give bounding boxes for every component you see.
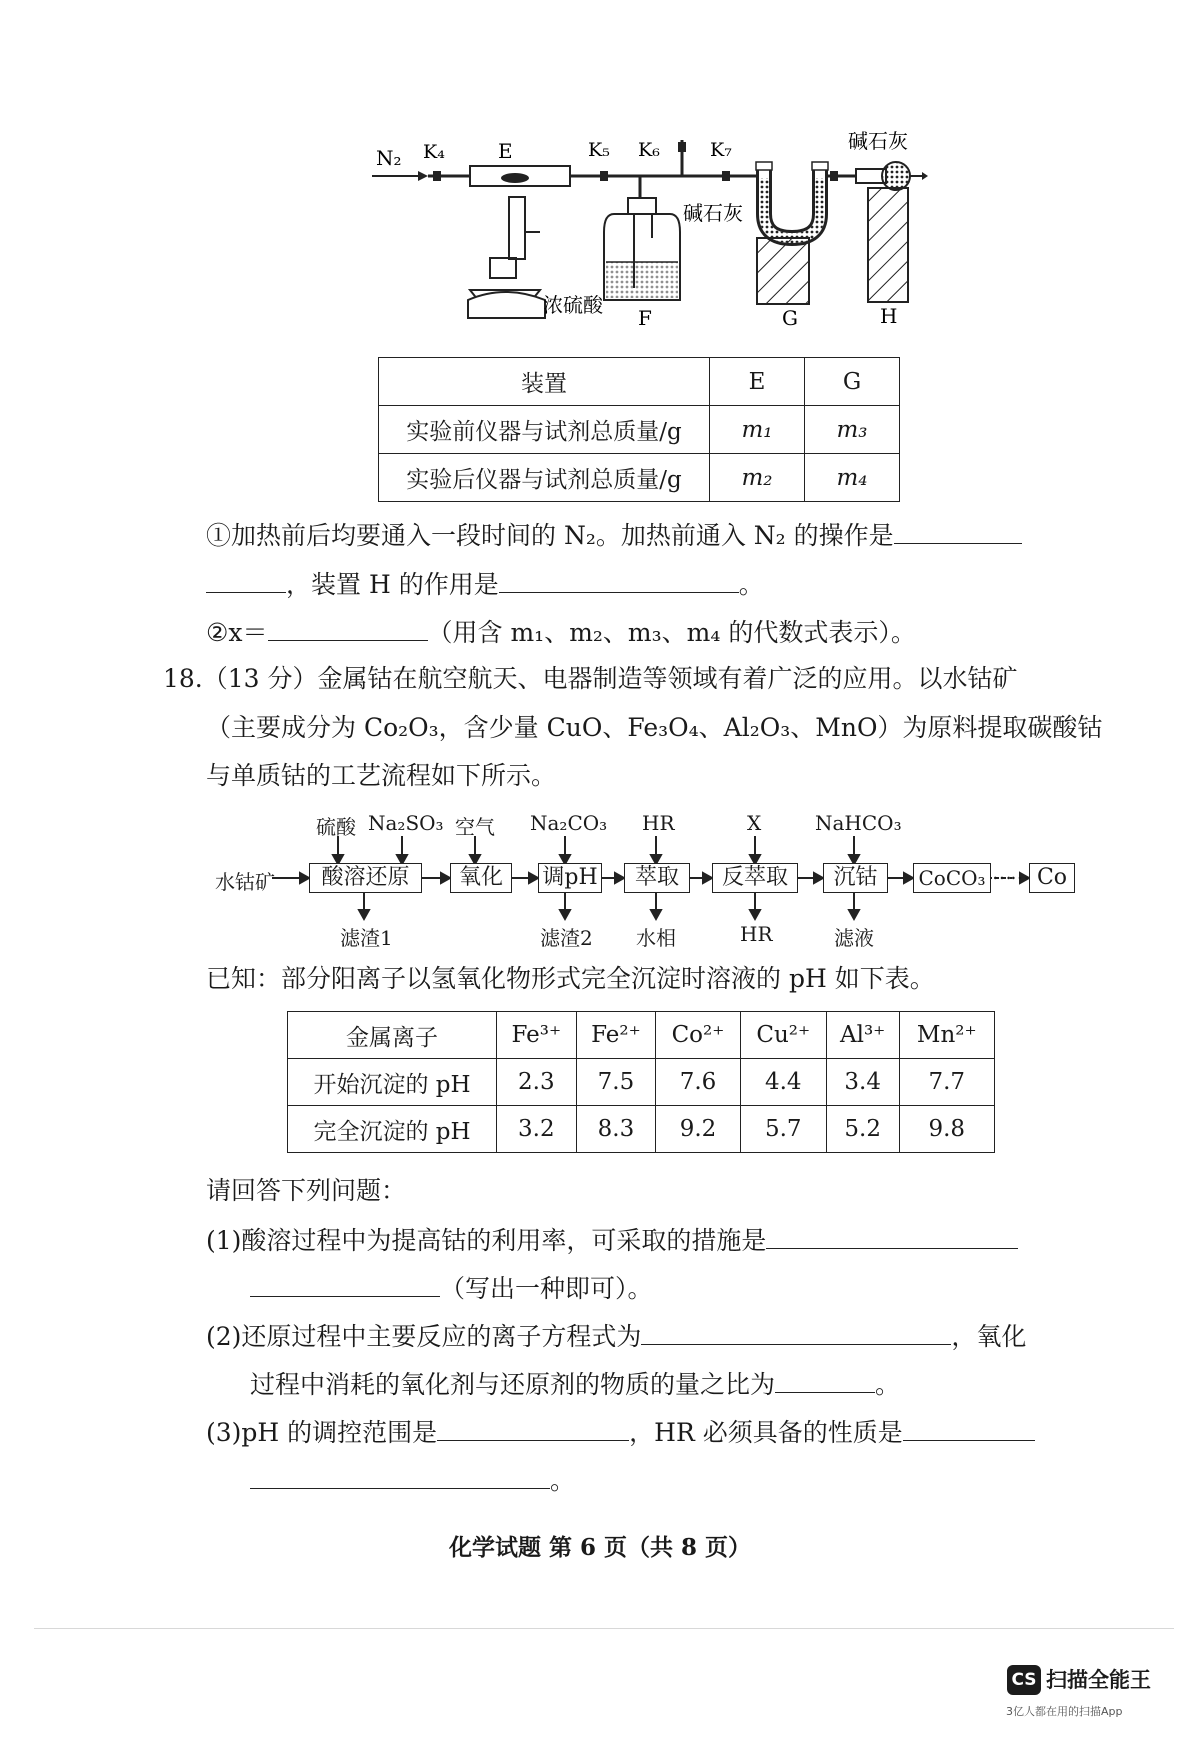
flow-input-sodium-sulfite: Na₂SO₃ [368,811,444,835]
flow-box-extraction: 萃取 [624,863,690,893]
apparatus-diagram [0,0,1200,340]
ph-table-cell: 8.3 [576,1106,656,1153]
flow-output-aqueous-phase: 水相 [636,926,676,950]
ph-table-cell: 开始沉淀的 pH [288,1059,497,1106]
flow-input-x: X [747,811,762,835]
valve-k6 [678,142,686,152]
stand-g [757,238,809,304]
questions-prompt: 请回答下列问题： [206,1176,407,1205]
scanner-app-name: 扫描全能王 [1046,1668,1151,1692]
flow-box-adjust-ph: 调pH [538,863,602,893]
valve-k4 [433,171,441,181]
label-soda-lime-g: 碱石灰 [683,201,743,225]
ph-table-header: Al³⁺ [826,1012,899,1059]
mass-table-header: G [805,358,900,406]
answer-blank[interactable] [775,1366,875,1393]
label-k6: K₆ [638,139,660,161]
mass-table-cell: m₂ [710,454,805,502]
ph-table-header: Fe²⁺ [576,1012,656,1059]
q18-sub2-line1: (2)还原过程中主要反应的离子方程式为 ，氧化 [206,1318,1026,1354]
q18-sub1-line1: (1)酸溶过程中为提高钴的利用率，可采取的措施是 [206,1222,1018,1258]
mass-table-header: 装置 [379,358,710,406]
label-k7: K₇ [710,139,732,161]
label-h: H [880,304,898,328]
mass-table-cell: m₄ [805,454,900,502]
mass-table-header: E [710,358,805,406]
q18-intro-line3: 与单质钴的工艺流程如下所示。 [206,761,557,790]
flow-box-acid-reduction: 酸溶还原 [309,863,422,893]
ph-table-cell: 7.6 [656,1059,741,1106]
flow-box-precipitate-cobalt: 沉钴 [823,863,888,893]
label-f: F [638,306,652,330]
flow-input-air: 空气 [455,815,495,839]
flow-output-hr: HR [740,922,773,946]
label-soda-lime-h: 碱石灰 [848,129,908,153]
flow-start-label: 水钴矿 [215,870,275,894]
mass-table [378,357,900,502]
mass-table-cell: m₁ [710,406,805,454]
q18-sub1-line2: （写出一种即可）。 [250,1270,653,1306]
answer-blank[interactable] [206,566,286,593]
flow-input-sodium-bicarbonate: NaHCO₃ [815,811,902,835]
stand-h [868,188,908,302]
mass-table-cell: 实验前仪器与试剂总质量/g [379,406,710,454]
label-e: E [498,139,513,163]
flow-input-hr: HR [642,811,675,835]
mass-table-cell: 实验后仪器与试剂总质量/g [379,454,710,502]
scanner-logo: CS [1007,1665,1041,1695]
mass-table-cell: m₃ [805,406,900,454]
flow-box-oxidation: 氧化 [450,863,512,893]
label-k5: K₅ [588,139,610,161]
ph-table-cell: 3.4 [826,1059,899,1106]
ph-table-header: Fe³⁺ [497,1012,577,1059]
valve-k5 [600,171,608,181]
q17-part1-line1: ①加热前后均要通入一段时间的 N₂。加热前通入 N₂ 的操作是 [206,517,1022,553]
ph-table-header: 金属离子 [288,1012,497,1059]
q17-part1-line2: ，装置 H 的作用是 。 [206,566,764,602]
ph-table-cell: 3.2 [497,1106,577,1153]
ph-table-header: Mn²⁺ [899,1012,994,1059]
scan-edge-line [34,1628,1174,1629]
ph-table [287,1011,995,1153]
ph-table-cell: 5.7 [740,1106,826,1153]
ph-table-cell: 完全沉淀的 pH [288,1106,497,1153]
scanner-tagline: 3亿人都在用的扫描App [1006,1705,1123,1718]
flow-box-cobalt: Co [1029,863,1075,893]
known-statement: 已知：部分阳离子以氢氧化物形式完全沉淀时溶液的 pH 如下表。 [206,964,935,993]
q18-sub3-line1: (3)pH 的调控范围是 ，HR 必须具备的性质是 [206,1414,1035,1450]
flow-output-filtrate: 滤液 [834,926,874,950]
page-footer: 化学试题 第 6 页（共 8 页） [448,1534,752,1561]
ph-table-cell: 7.7 [899,1059,994,1106]
label-conc-h2so4: 浓硫酸 [543,293,603,317]
answer-blank[interactable] [641,1318,951,1345]
answer-blank[interactable] [437,1414,629,1441]
q18-sub2-line2: 过程中消耗的氧化剂与还原剂的物质的量之比为 。 [250,1366,900,1402]
answer-blank[interactable] [250,1270,440,1297]
q18-intro-line2: （主要成分为 Co₂O₃，含少量 CuO、Fe₃O₄、Al₂O₃、MnO）为原料提取碳酸钴 [206,713,1103,742]
flow-box-back-extraction: 反萃取 [712,863,798,893]
drying-tube-h [882,162,910,190]
answer-blank[interactable] [766,1222,1018,1249]
flow-dots: …… [992,860,1028,884]
answer-blank[interactable] [903,1414,1035,1441]
q18-sub3-line2: 。 [250,1462,575,1498]
flow-output-residue2: 滤渣2 [540,926,593,950]
ph-table-cell: 7.5 [576,1059,656,1106]
flow-box-cobalt-carbonate: CoCO₃ [913,863,991,893]
label-n2: N₂ [376,146,402,170]
label-g: G [782,306,798,330]
ph-table-cell: 5.2 [826,1106,899,1153]
ph-table-cell: 9.2 [656,1106,741,1153]
answer-blank[interactable] [894,517,1022,544]
ph-table-header: Co²⁺ [656,1012,741,1059]
flow-input-sodium-carbonate: Na₂CO₃ [530,811,608,835]
ph-table-cell: 2.3 [497,1059,577,1106]
flow-output-residue1: 滤渣1 [340,926,393,950]
label-k4: K₄ [423,141,445,163]
ph-table-cell: 4.4 [740,1059,826,1106]
answer-blank[interactable] [268,614,428,641]
flow-input-sulfuric-acid: 硫酸 [316,815,356,839]
answer-blank[interactable] [250,1462,550,1489]
ph-table-header: Cu²⁺ [740,1012,826,1059]
q17-part2: ②x＝ （用含 m₁、m₂、m₃、m₄ 的代数式表示）。 [206,614,916,650]
q18-intro-line1: 18.（13 分）金属钴在航空航天、电器制造等领域有着广泛的应用。以水钴矿 [163,664,1018,693]
ph-table-cell: 9.8 [899,1106,994,1153]
answer-blank[interactable] [499,566,739,593]
